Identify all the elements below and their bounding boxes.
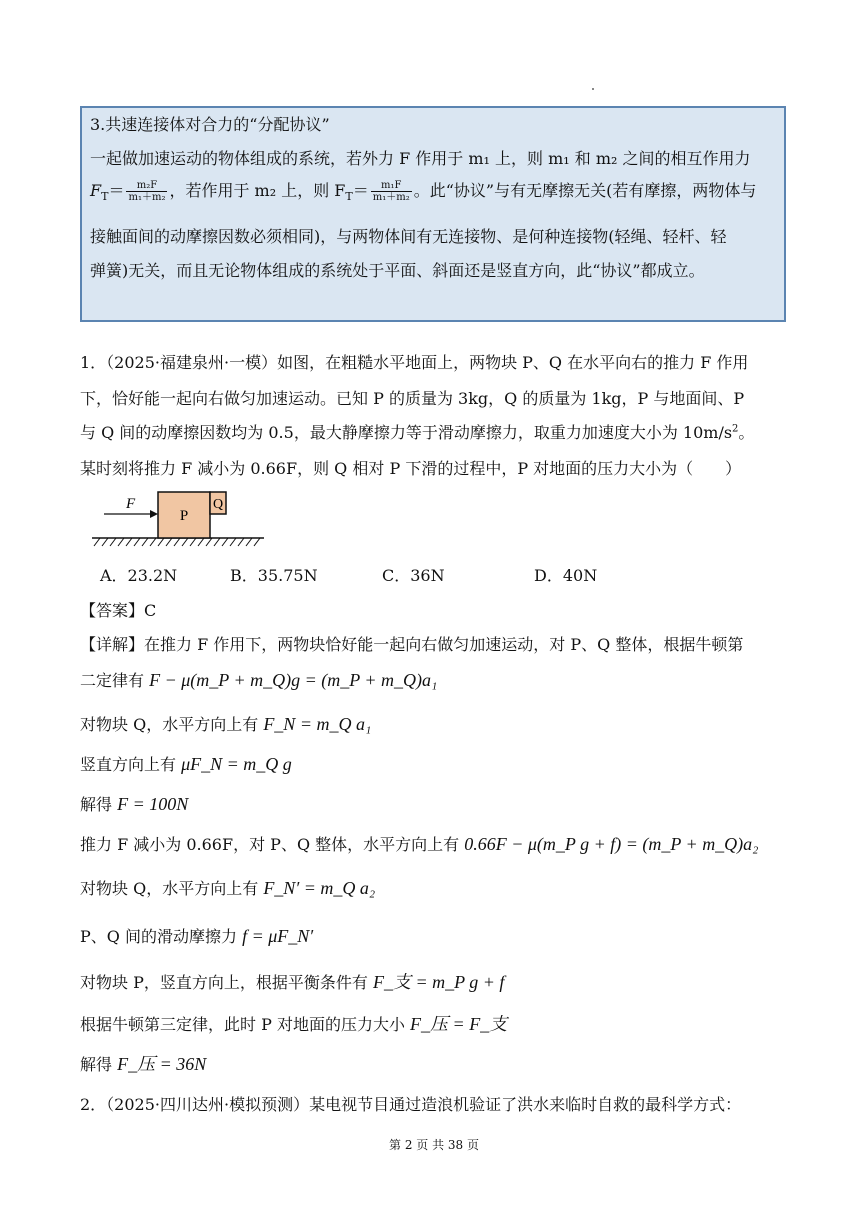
equation-10: F_压 = 36N	[117, 1054, 207, 1074]
tip-line-2: $F_T=$ $\frac{\text{m₂F}}{\text{m₁＋m₂}}$ ，若作用于 m₂ 上，则 $F_T=$ $\frac{\text{m₁F}}{\text{m₁＋m₂}}$ 。此“协议”与有无摩擦无关(若有摩擦，两物体与	[90, 180, 757, 204]
solution-line-5: 解得 F = 100N	[80, 794, 189, 814]
solution-line-6: 推力 F 减小为 0.66F，对 P、Q 整体，水平方向上有 0.66F − μ(m_P g + f) = (m_P + m_Q)a₂	[80, 834, 759, 854]
stray-dot	[592, 88, 594, 90]
solution-line-3: 对物块 Q，水平方向上有 F_N = m_Q a₁	[80, 714, 372, 734]
q1-line-3: 与 Q 间的动摩擦因数均为 0.5，最大静摩擦力等于滑动摩擦力，取重力加速度大小为 $10m/s^2$。	[80, 423, 755, 442]
solution-line-4: 竖直方向上有 μF_N = m_Q g	[80, 754, 292, 774]
tip-line-3: 接触面间的动摩擦因数必须相同)，与两物体间有无连接物、是何种连接物(轻绳、轻杆、轻	[90, 227, 727, 246]
option-b: B．35.75N	[230, 566, 318, 585]
solution-line-8: P、Q 间的滑动摩擦力 f = μF_N′	[80, 926, 314, 946]
equation-4: F = 100N	[117, 794, 189, 814]
solution-line-9: 对物块 P，竖直方向上，根据平衡条件有 F_支 = m_P g + f	[80, 972, 505, 992]
tip-title: 3.共速连接体对合力的“分配协议”	[90, 115, 330, 134]
solution-line-7: 对物块 Q，水平方向上有 F_N′ = m_Q a₂	[80, 878, 376, 898]
fraction-1: $\frac{\text{m₂F}}{\text{m₁＋m₂}}$	[128, 180, 166, 203]
option-c: C．36N	[382, 566, 445, 585]
block-q-label: Q	[212, 497, 224, 512]
q1-line-2: 下，恰好能一起向右做匀加速运动。已知 P 的质量为 3kg，Q 的质量为 1kg，P 与地面间、P	[80, 389, 745, 408]
tip-box	[80, 106, 786, 322]
solution-line-10: 根据牛顿第三定律，此时 P 对地面的压力大小 F_压 = F_支	[80, 1014, 508, 1034]
answer-line: 【答案】C	[80, 601, 157, 620]
equation-8: F_支 = m_P g + f	[372, 972, 505, 992]
force-arrowhead	[150, 510, 158, 518]
block-p-label: P	[179, 508, 189, 524]
tip-line-1: 一起做加速运动的物体组成的系统，若外力 F 作用于 m₁ 上，则 m₁ 和 m₂ 之间的相互作用力	[90, 149, 751, 168]
equation-3: μF_N = m_Q g	[181, 754, 292, 774]
q2-line-1: 2．（2025·四川达州·模拟预测）某电视节目通过造浪机验证了洪水来临时自救的最科学方式：	[80, 1095, 742, 1114]
equation-7: f = μF_N′	[242, 926, 314, 946]
solution-line-11: 解得 F_压 = 36N	[80, 1054, 207, 1074]
option-d: D．40N	[534, 566, 598, 585]
force-label: F	[126, 496, 136, 512]
solution-line-1: 【详解】在推力 F 作用下，两物块恰好能一起向右做匀加速运动，对 P、Q 整体，根据牛顿第	[80, 635, 744, 654]
q1-line-1: 1．（2025·福建泉州·一模）如图，在粗糙水平地面上，两物块 P、Q 在水平向右的推力 F 作用	[80, 353, 749, 372]
tip-line-4: 弹簧)无关，而且无论物体组成的系统处于平面、斜面还是竖直方向，此“协议”都成立。	[90, 261, 705, 280]
solution-line-2: 二定律有 F − μ(m_P + m_Q)g = (m_P + m_Q)a₁	[80, 670, 438, 690]
q1-line-4: 某时刻将推力 F 减小为 0.66F，则 Q 相对 P 下滑的过程中，P 对地面的压力大小为（ ）	[80, 459, 742, 478]
equation-6: F_N′ = m_Q a₂	[263, 878, 376, 898]
page-footer: 第 2 页 共 38 页	[389, 1138, 479, 1152]
ground-hatch	[94, 538, 260, 546]
equation-2: F_N = m_Q a₁	[263, 714, 372, 734]
equation-9: F_压 = F_支	[410, 1014, 508, 1034]
option-a: A．23.2N	[100, 566, 178, 585]
fraction-2: $\frac{\text{m₁F}}{\text{m₁＋m₂}}$	[372, 180, 410, 203]
q1-figure	[88, 488, 268, 550]
equation-5: 0.66F − μ(m_P g + f) = (m_P + m_Q)a₂	[464, 834, 759, 854]
equation-1: F − μ(m_P + m_Q)g = (m_P + m_Q)a₁	[149, 670, 438, 690]
